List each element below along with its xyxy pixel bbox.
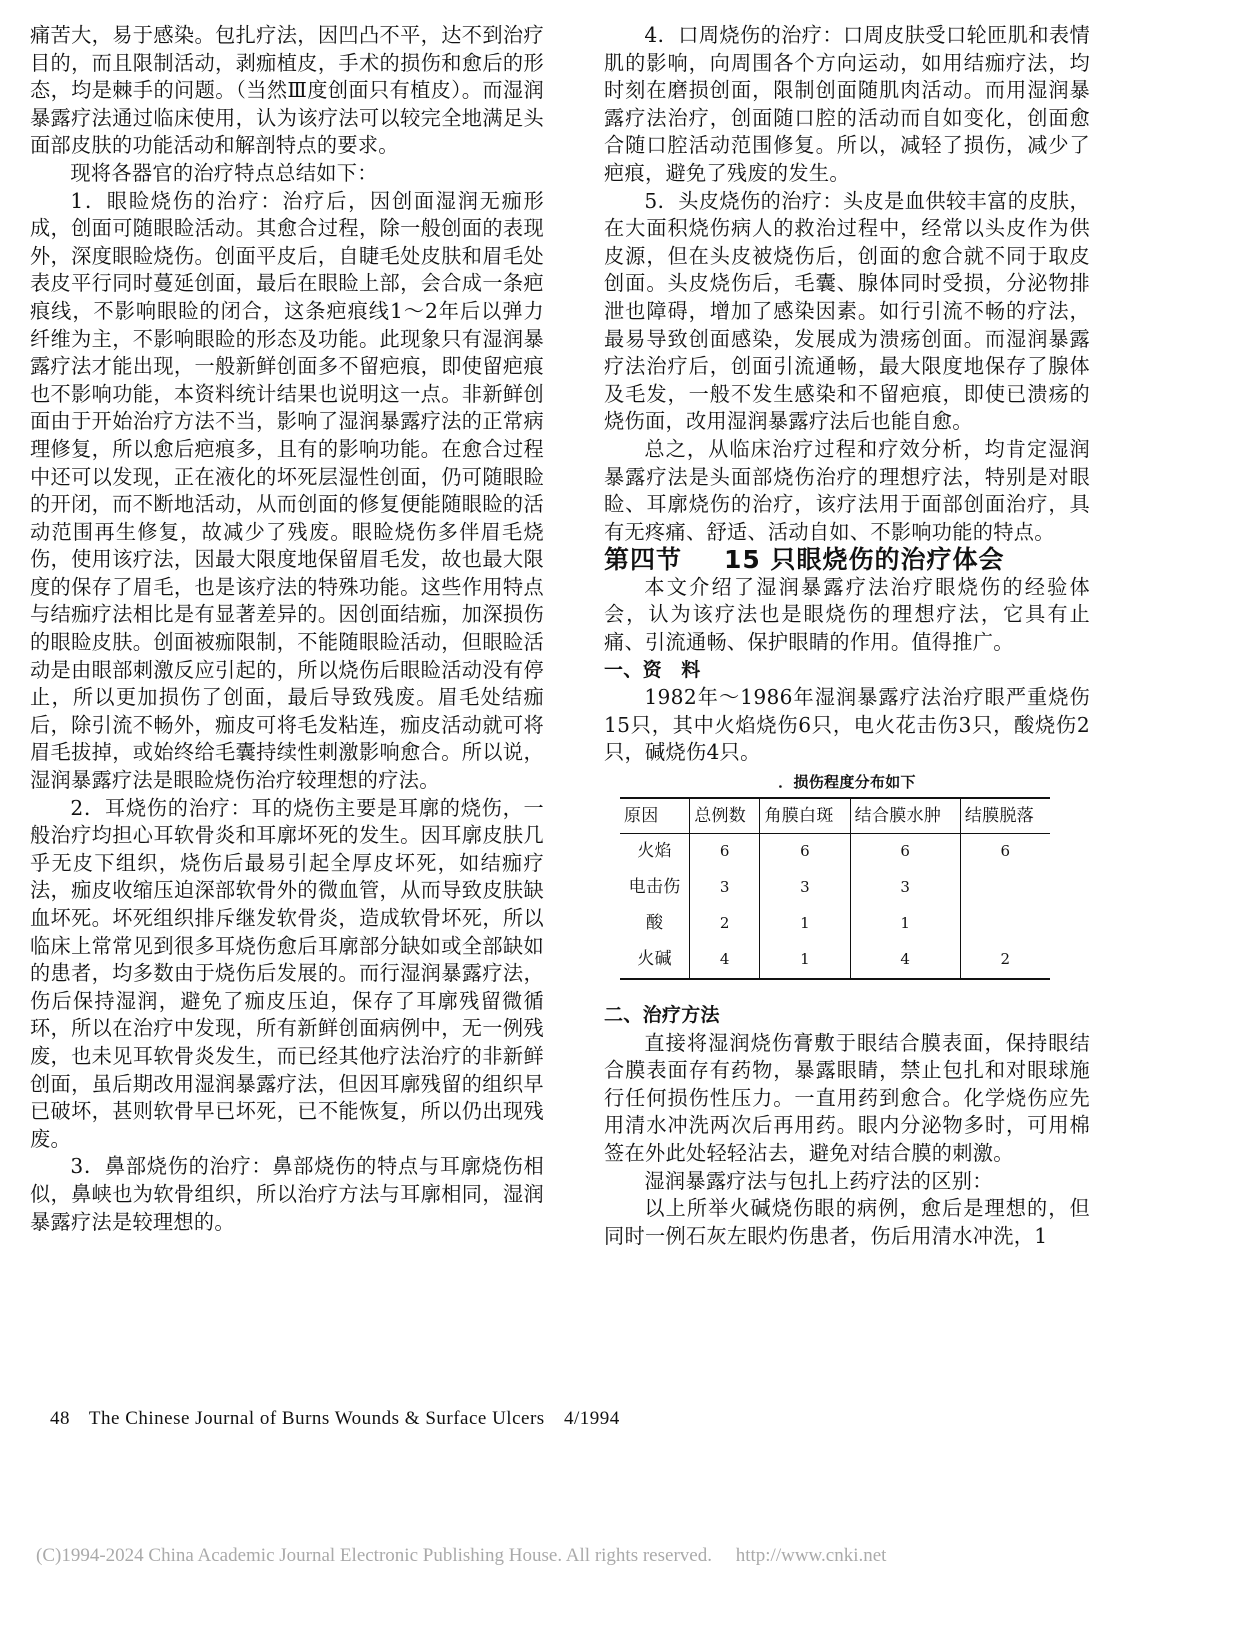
- table-cell: 6: [760, 834, 850, 871]
- paragraph-scalp-burns: 5．头皮烧伤的治疗：头皮是血供较丰富的皮肤，在大面积烧伤病人的救治过程中，经常以头皮作为供皮源，但在头皮被烧伤后，创面的愈合就不同于取皮创面。头皮烧伤后，毛囊、腺体同时受损，分泌物排泄也障碍，增加了感染因素。如行引流不畅的疗法，最易导致创面感染，发展成为溃疡创面。而湿润暴露疗法治疗后，创面引流通畅，最大限度地保存了腺体及毛发，一般不发生感染和不留疤痕，即使已溃疡的烧伤面，改用湿润暴露疗法后也能自愈。: [604, 188, 1090, 434]
- spacer: [604, 980, 1090, 1002]
- table-cell: 6: [850, 834, 960, 871]
- table-cell: 电击伤: [628, 877, 681, 898]
- paragraph-intro-continued: 痛苦大，易于感染。包扎疗法，因凹凸不平，达不到治疗目的，而且限制活动，剥痂植皮，手术的损伤和愈后的形态，均是棘手的问题。（当然Ⅲ度创面只有植皮）。而湿润暴露疗法通过临床使用，认为该疗法可以较完全地满足头面部皮肤的功能活动和解剖特点的要求。: [30, 23, 544, 158]
- section-heading: [604, 546, 1090, 574]
- left-column: [30, 22, 544, 1236]
- table-cell: 6: [690, 834, 760, 871]
- paragraph-conclusion: 总之，从临床治疗过程和疗效分析，均肯定湿润暴露疗法是头面部烧伤治疗的理想疗法，特别是对眼睑、耳廓烧伤的治疗，该疗法用于面部创面治疗，具有无疼痛、舒适、活动自如、不影响功能的特点。: [604, 436, 1090, 544]
- table-row: [620, 834, 1050, 871]
- table-cell: 1: [850, 906, 960, 942]
- table-cell: [960, 870, 1050, 906]
- table-cell: 1: [760, 906, 850, 942]
- table-cell: 6: [960, 834, 1050, 871]
- paragraph-method: 直接将湿润烧伤膏敷于眼结合膜表面，保持眼结合膜表面存有药物，暴露眼睛，禁止包扎和对眼球施行任何损伤性压力。一直用药到愈合。化学烧伤应先用清水冲洗两次后再用药。眼内分泌物多时，可用棉签在外此处轻轻沾去，避免对结合膜的刺激。: [604, 1030, 1090, 1165]
- table-row: [620, 942, 1050, 979]
- table-header-row: [620, 798, 1050, 834]
- table-cell: 酸: [645, 913, 664, 934]
- paragraph-mouth-burns: 4．口周烧伤的治疗：口周皮肤受口轮匝肌和表情肌的影响，向周围各个方向运动，如用结痂疗法，均时刻在磨损创面，限制创面随肌肉活动。而用湿润暴露疗法治疗，创面随口腔的活动而自如变化，创面愈合随口腔活动范围修复。所以，减轻了损伤，减少了疤痕，避免了残废的发生。: [604, 23, 1090, 185]
- paragraph-ear-burns: 2．耳烧伤的治疗：耳的烧伤主要是耳廓的烧伤，一般治疗均担心耳软骨炎和耳廓坏死的发生。因耳廓皮肤几乎无皮下组织，烧伤后最易引起全厚皮坏死，如结痂疗法，痂皮收缩压迫深部软骨外的微血管，从而导致皮肤缺血坏死。坏死组织排斥继发软骨炎，造成软骨坏死，所以临床上常常见到很多耳烧伤愈后耳廓部分缺如或全部缺如的患者，均多数由于烧伤后发展的。而行湿润暴露疗法，伤后保持湿润，避免了痂皮压迫，保存了耳廓残留微循环，所以在治疗中发现，所有新鲜创面病例中，无一例残废，也未见耳软骨炎发生，而已经其他疗法治疗的非新鲜创面，虽后期改用湿润暴露疗法，但因耳廓残留的组织早已破坏，甚则软骨早已坏死，已不能恢复，所以仍出现残废。: [30, 795, 544, 1151]
- paragraph-difference: 湿润暴露疗法与包扎上药疗法的区别：: [644, 1168, 993, 1193]
- table-cell: 2: [960, 942, 1050, 979]
- table-cell: 3: [760, 870, 850, 906]
- paragraph-cases: 以上所举火碱烧伤眼的病例，愈后是理想的，但同时一例石灰左眼灼伤患者，伤后用清水冲洗，1: [604, 1196, 1090, 1248]
- table-cell: 3: [850, 870, 960, 906]
- table-cell: 2: [690, 906, 760, 942]
- table-cell: 1: [760, 942, 850, 979]
- table-header-cell: 原因: [620, 798, 690, 834]
- table-cell: 4: [850, 942, 960, 979]
- paragraph-materials: 1982年～1986年湿润暴露疗法治疗眼严重烧伤15只，其中火焰烧伤6只，电火花击伤3只，酸烧伤2只，碱烧伤4只。: [604, 685, 1090, 765]
- page-footer: [50, 1408, 634, 1430]
- page-number: 48: [50, 1408, 70, 1429]
- paragraph-nose-burns: 3．鼻部烧伤的治疗：鼻部烧伤的特点与耳廓烧伤相似，鼻峡也为软骨组织，所以治疗方法与耳廓相同，湿润暴露疗法是较理想的。: [30, 1154, 544, 1234]
- table-cell: 火碱: [620, 942, 690, 979]
- table-header-cell: 总例数: [690, 798, 760, 834]
- table-cell: 3: [690, 870, 760, 906]
- section-number: 第四节: [604, 545, 683, 575]
- table-row: [620, 906, 1050, 942]
- heading-materials: 一、资 料: [604, 658, 701, 681]
- right-column: [604, 22, 1090, 1250]
- table-header-cell: 结合膜水肿: [850, 798, 960, 834]
- table-cell: 火焰: [637, 841, 672, 862]
- paragraph-eyelid-burns: 1．眼睑烧伤的治疗：治疗后，因创面湿润无痂形成，创面可随眼睑活动。其愈合过程，除一般创面的表现外，深度眼睑烧伤。创面平皮后，自睫毛处皮肤和眉毛处表皮平行同时蔓延创面，最后在眼睑上部，会合成一条疤痕线，不影响眼睑的闭合，这条疤痕线1～2年后以弹力纤维为主，不影响眼睑的形态及功能。此现象只有湿润暴露疗法才能出现，一般新鲜创面多不留疤痕，即使留疤痕也不影响功能，本资料统计结果也说明这一点。非新鲜创面由于开始治疗方法不当，影响了湿润暴露疗法的正常病理修复，所以愈后疤痕多，且有的影响功能。在愈合过程中还可以发现，正在液化的坏死层湿性创面，仍可随眼睑的开闭，而不断地活动，从而创面的修复便能随眼睑的活动范围再生修复，故减少了残废。眼睑烧伤多伴眉毛烧伤，使用该疗法，因最大限度地保留眉毛发，故也最大限度的保存了眉毛，也是该疗法的特殊功能。这些作用特点与结痂疗法相比是有显著差异的。因创面结痂，加深损伤的眼睑皮肤。创面被痂限制，不能随眼睑活动，但眼睑活动是由眼部刺激反应引起的，所以烧伤后眼睑活动没有停止，所以更加损伤了创面，最后导致残废。眉毛处结痂后，除引流不畅外，痂皮可将毛发粘连，痂皮活动就可将眉毛拔掉，或始终给毛囊持续性刺激影响愈合。所以说，湿润暴露疗法是眼睑烧伤治疗较理想的疗法。: [30, 188, 544, 793]
- copyright-notice: (C)1994-2024 China Academic Journal Electronic Publishing House. All rights reserved. http://www.cnki.net: [36, 1545, 887, 1566]
- heading-treatment-method: 二、治疗方法: [604, 1004, 720, 1027]
- issue-number: 4/1994: [563, 1408, 620, 1429]
- table-header-cell: 结膜脱落: [960, 798, 1050, 834]
- table-row: [620, 870, 1050, 906]
- paragraph-summary-lead: 现将各器官的治疗特点总结如下：: [70, 160, 378, 185]
- table-cell: [960, 906, 1050, 942]
- injury-distribution-table: [620, 797, 1050, 980]
- section-title: 15 只眼烧伤的治疗体会: [724, 545, 1005, 575]
- table-header-cell: 角膜白斑: [760, 798, 850, 834]
- journal-name: The Chinese Journal of Burns Wounds & Surface Ulcers: [88, 1408, 545, 1429]
- table-caption: ．损伤程度分布如下: [778, 773, 916, 792]
- table-cell: 4: [690, 942, 760, 979]
- paragraph-abstract: 本文介绍了湿润暴露疗法治疗眼烧伤的经验体会，认为该疗法也是眼烧伤的理想疗法，它具有止痛、引流通畅、保护眼睛的作用。值得推广。: [604, 574, 1090, 655]
